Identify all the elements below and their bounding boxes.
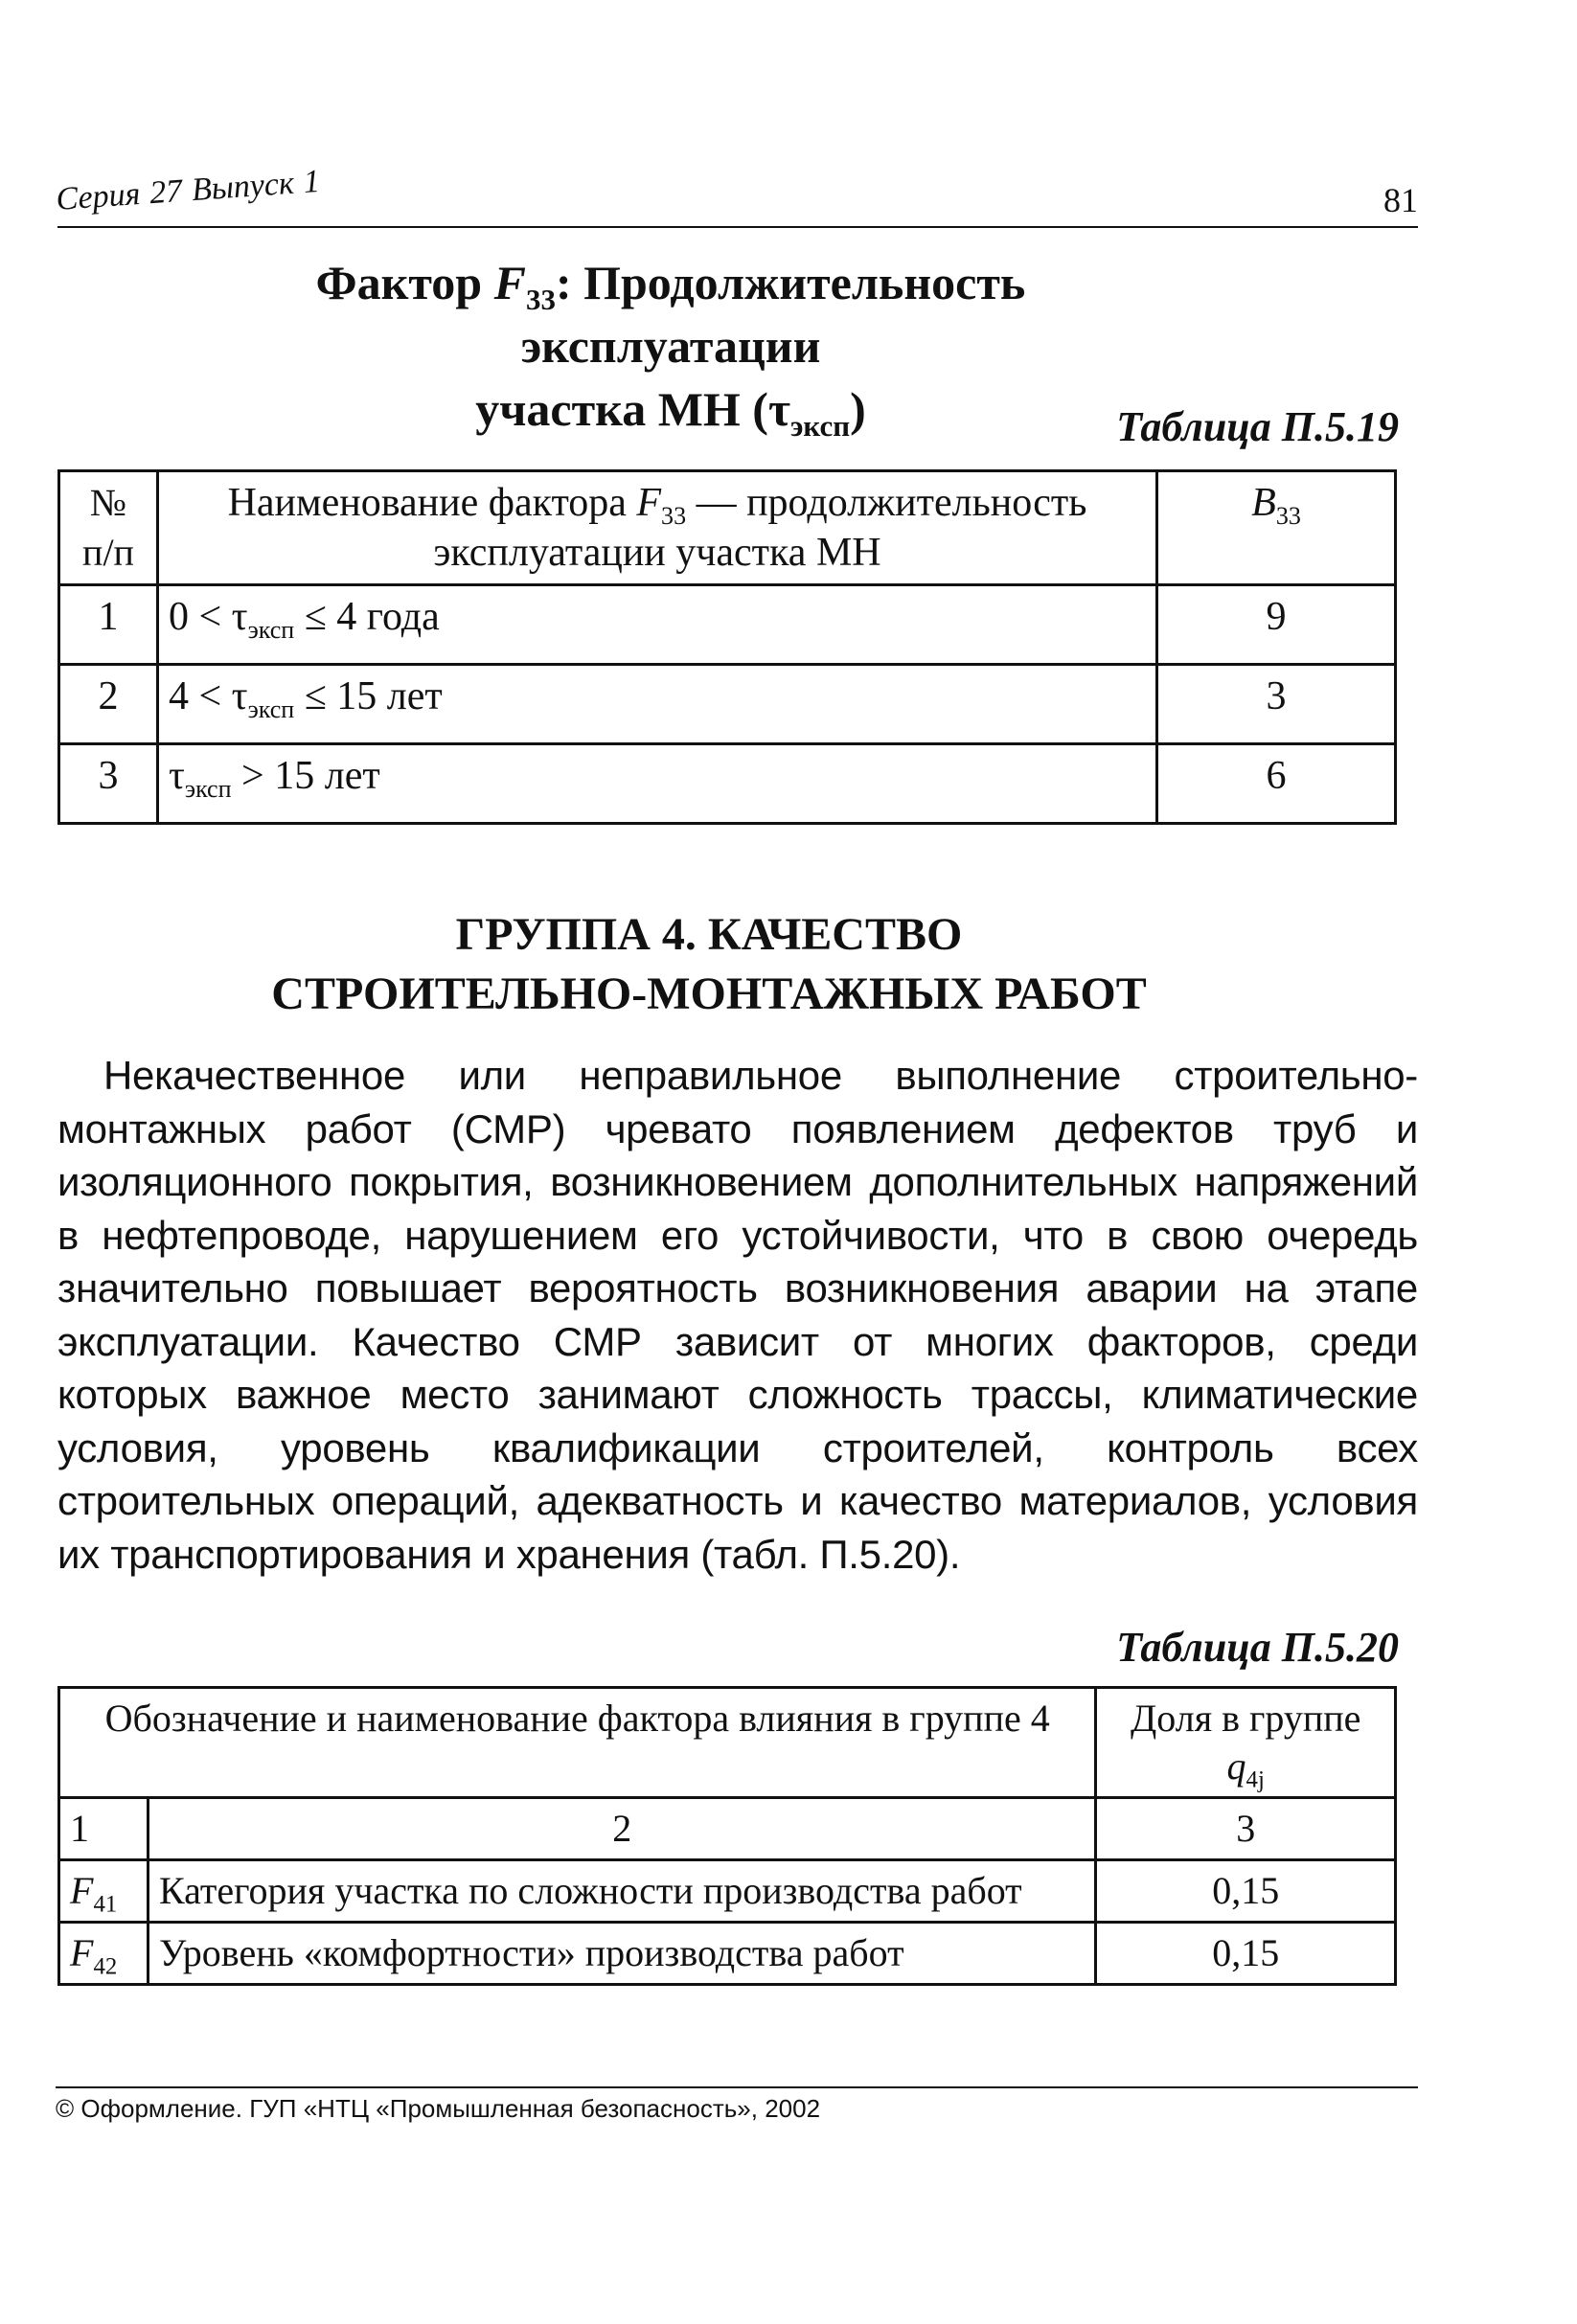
table1-row-num: 3 (59, 744, 158, 824)
copyright-footer: © Оформление. ГУП «НТЦ «Промышленная безопасность», 2002 (56, 2094, 821, 2123)
table2-row-share: 0,15 (1096, 1860, 1396, 1923)
t1h-symbol: F (636, 481, 662, 525)
table1-row-value: 6 (1157, 744, 1396, 824)
table2-header-row (59, 1688, 1396, 1798)
t1h-prefix: Наименование фактора (227, 481, 637, 525)
series-label (55, 163, 331, 218)
row-sub: эксп (247, 616, 295, 645)
table2 (57, 1686, 1397, 1986)
table2-colnum-1: 1 (59, 1798, 149, 1860)
table2-header-share (1096, 1688, 1396, 1798)
factor-title-line-2 (192, 377, 1150, 441)
table-row (59, 585, 1396, 665)
table-row (59, 665, 1396, 744)
table-row (59, 1923, 1396, 1985)
table1-row-num: 2 (59, 665, 158, 744)
row-pre: 4 < τ (169, 674, 248, 718)
table1-row-name (158, 744, 1157, 824)
table1-caption: Таблица П.5.19 (1116, 403, 1399, 450)
group-heading-line-2: СТРОИТЕЛЬНО-МОНТАЖНЫХ РАБОТ (271, 968, 1147, 1019)
row-post: > 15 лет (231, 754, 380, 798)
title2-subscript: эксп (790, 408, 851, 443)
t1h-b-sub: 33 (1275, 502, 1301, 531)
running-header (55, 163, 1418, 230)
table2-colnum-3: 3 (1096, 1798, 1396, 1860)
header-rule (57, 226, 1418, 228)
table-row (59, 1860, 1396, 1923)
table1-header-num: № п/п (59, 471, 158, 585)
table1-row-value: 3 (1157, 665, 1396, 744)
table1-row-name (158, 665, 1157, 744)
table2-row-share: 0,15 (1096, 1923, 1396, 1985)
table1 (57, 469, 1397, 825)
table2-row-symbol (59, 1923, 149, 1985)
row-symbol-sub: 41 (93, 1891, 118, 1918)
table2-row-symbol (59, 1860, 149, 1923)
table-row (59, 744, 1396, 824)
group-heading (192, 905, 1226, 1024)
factor-title (192, 251, 1150, 441)
title2-suffix: ) (850, 382, 866, 436)
table1-row-num: 1 (59, 585, 158, 665)
t1h-b-symbol: B (1251, 481, 1276, 525)
table1-header-name (158, 471, 1157, 585)
body-paragraph: Некачественное или неправильное выполнение строительно-монтажных работ (СМР) чревато появлением дефектов труб и изоляционного покрытия, возникновением дополнительных напряжений в нефтепроводе, нарушением его устойчивости, что в свою очередь значительно повышает вероятность возникновения аварии на этапе эксплуатации. Качество СМР зависит от многих факторов, среди которых важное место занимают сложность трассы, климатические условия, уровень квалификации строителей, контроль всех строительных операций, адекватность и качество материалов, условия их транспортирования и хранения (табл. П.5.20). (57, 1053, 1418, 1577)
title-prefix: Фактор (315, 256, 494, 309)
issue-number: 1 (302, 163, 321, 200)
title2-prefix: участка МН (τ (475, 382, 791, 436)
row-sub: эксп (247, 695, 295, 724)
row-pre: τ (169, 754, 185, 798)
title-subscript: 33 (525, 282, 556, 316)
t1h-sub: 33 (661, 502, 687, 531)
table2-colnum-2: 2 (149, 1798, 1096, 1860)
t2h-prefix: Доля в группе (1130, 1697, 1361, 1740)
row-symbol-sub: 42 (93, 1953, 118, 1980)
factor-title-line-1 (192, 251, 1150, 377)
table2-colnum-row (59, 1798, 1396, 1860)
series-number: 27 (148, 172, 184, 212)
title-suffix: : Продолжительность эксплуатации (520, 256, 1026, 373)
t1h-suffix: — продолжительность эксплуатации участка МН (433, 481, 1087, 575)
table1-header-row (59, 471, 1396, 585)
row-post: ≤ 15 лет (294, 674, 443, 718)
table2-header-name: Обозначение и наименование фактора влияния в группе 4 (59, 1688, 1096, 1798)
title-symbol: F (493, 256, 526, 309)
table1-row-value: 9 (1157, 585, 1396, 665)
table2-row-name: Категория участка по сложности производства работ (149, 1860, 1096, 1923)
page-number: 81 (1383, 181, 1418, 219)
row-post: ≤ 4 года (294, 595, 440, 639)
t2h-sub: 4j (1246, 1766, 1265, 1793)
footer-rule (56, 2086, 1418, 2088)
issue-word: Выпуск (190, 165, 296, 209)
row-pre: 0 < τ (169, 595, 248, 639)
t2h-symbol: q (1226, 1744, 1246, 1788)
group-heading-line-1: ГРУППА 4. КАЧЕСТВО (455, 909, 963, 960)
table1-header-b (1157, 471, 1396, 585)
table1-row-name (158, 585, 1157, 665)
row-symbol: F (70, 1931, 94, 1974)
table2-caption: Таблица П.5.20 (1116, 1624, 1399, 1671)
row-symbol: F (70, 1869, 94, 1912)
table2-row-name: Уровень «комфортности» производства работ (149, 1923, 1096, 1985)
row-sub: эксп (184, 775, 232, 804)
series-word: Серия (55, 175, 142, 218)
